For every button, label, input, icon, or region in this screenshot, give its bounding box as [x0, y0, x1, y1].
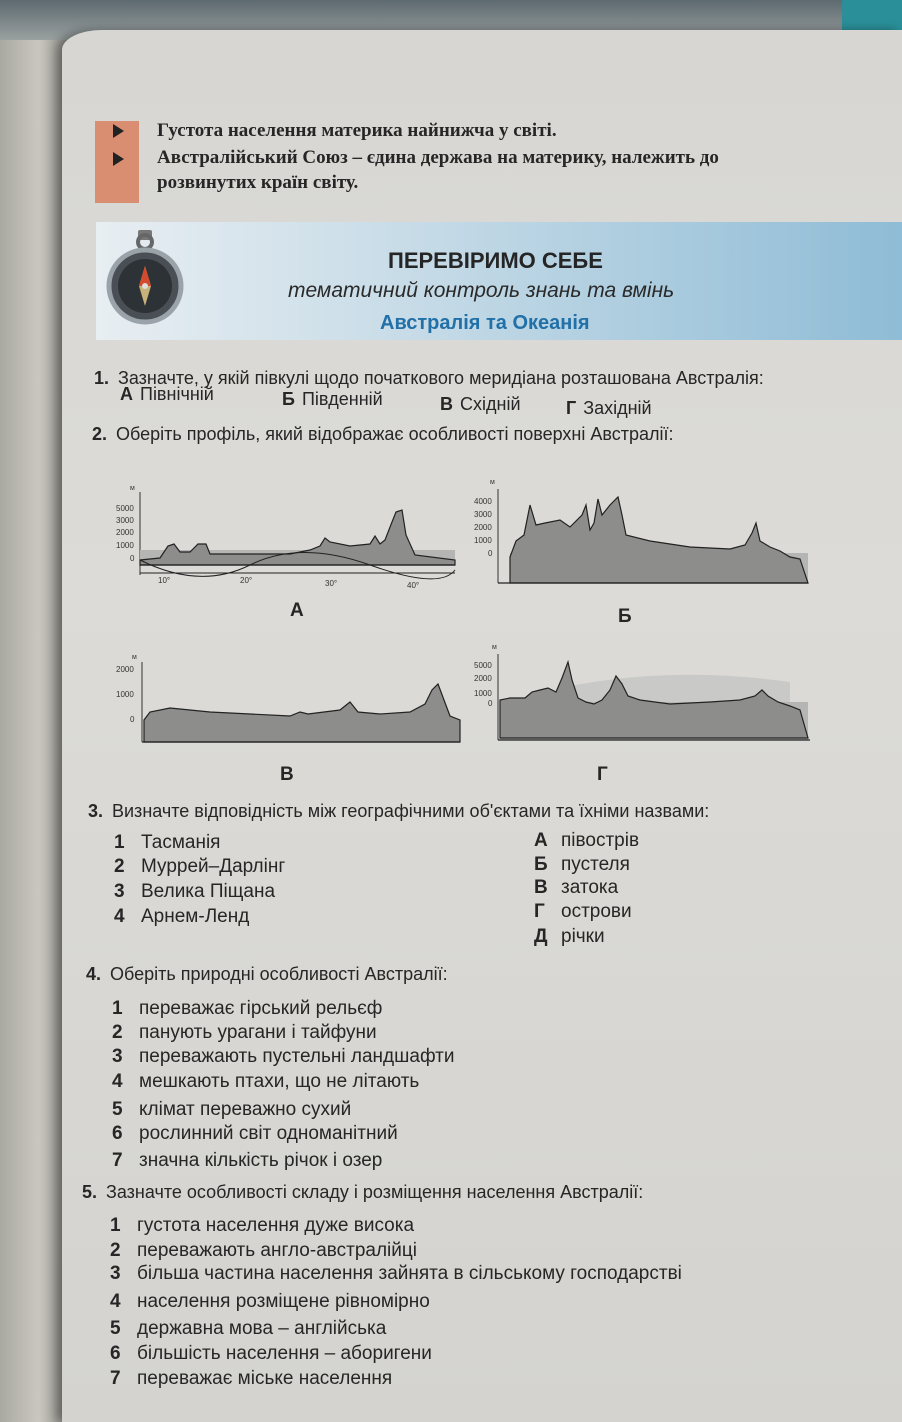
tick-label: 1000	[116, 541, 134, 550]
bullet-arrow-icon	[113, 124, 124, 138]
item-text: Муррей–Дарлінг	[141, 856, 286, 877]
q5-item[interactable]	[110, 1263, 682, 1285]
q1-option-a[interactable]	[120, 384, 214, 405]
item-text: переважає міське населення	[137, 1368, 393, 1389]
q4-item[interactable]	[112, 1099, 351, 1121]
item-text: державна мова – англійська	[137, 1318, 387, 1339]
q5-item[interactable]	[110, 1368, 392, 1390]
option-text: Східній	[460, 394, 521, 414]
item-number: 1	[114, 832, 125, 853]
q3-right-item	[534, 901, 632, 923]
axis-unit: м	[492, 644, 497, 651]
question-text: Визначте відповідність між географічними об'єктами та їхніми назвами:	[112, 801, 710, 821]
tick-label: 5000	[474, 661, 492, 670]
profile-c-chart	[110, 650, 465, 745]
tick-label: 0	[130, 715, 135, 724]
q4-item[interactable]	[112, 1046, 454, 1068]
item-number: 4	[112, 1071, 123, 1092]
q5-item[interactable]	[110, 1240, 417, 1262]
item-text: значна кількість річок і озер	[139, 1150, 383, 1171]
tick-label: 3000	[116, 516, 134, 525]
q3-right-item	[534, 926, 605, 948]
question-3	[88, 801, 709, 822]
option-text: Південній	[301, 389, 383, 409]
q4-item[interactable]	[112, 1123, 398, 1145]
item-number: 2	[110, 1240, 121, 1261]
item-letter: В	[534, 877, 548, 898]
tick-label: 1000	[474, 689, 492, 698]
item-text: острови	[561, 901, 632, 922]
item-text: Арнем-Ленд	[141, 906, 250, 927]
item-text: пустеля	[561, 854, 630, 875]
item-number: 3	[112, 1046, 123, 1067]
item-text: рослинний світ одноманітний	[139, 1123, 398, 1144]
item-number: 2	[114, 856, 125, 877]
question-2	[92, 424, 674, 445]
tick-label: 1000	[116, 690, 134, 699]
q5-item[interactable]	[110, 1343, 432, 1365]
question-number: 1.	[94, 368, 110, 388]
option-letter: Б	[282, 389, 295, 409]
item-number: 3	[110, 1263, 121, 1284]
item-text: затока	[561, 877, 619, 898]
profile-d-chart	[470, 640, 815, 750]
profile-d-label[interactable]: Г	[597, 764, 608, 785]
question-text: Зазначте особливості складу і розміщення населення Австралії:	[106, 1182, 644, 1202]
item-text: Тасманія	[141, 832, 221, 853]
item-number: 7	[112, 1150, 123, 1171]
question-number: 2.	[92, 424, 108, 444]
question-5	[82, 1182, 643, 1203]
bullet-arrow-icon	[113, 152, 124, 166]
x-tick-label: 30°	[325, 579, 338, 588]
relief-profile	[140, 510, 455, 565]
item-text: річки	[561, 926, 605, 947]
question-number: 5.	[82, 1182, 98, 1202]
bullet-text: розвинутих країн світу.	[157, 172, 359, 193]
tick-label: 2000	[474, 674, 492, 683]
banner-subtitle: тематичний контроль знань та вмінь	[288, 279, 675, 302]
q1-option-c[interactable]	[440, 394, 521, 415]
tick-label: 0	[488, 549, 493, 558]
item-text: більша частина населення зайнята в сільському господарстві	[137, 1263, 682, 1284]
profile-a-chart	[110, 480, 465, 590]
item-number: 3	[114, 881, 125, 902]
item-number: 4	[110, 1291, 121, 1312]
item-text: переважають англо-австралійці	[137, 1240, 417, 1261]
item-text: більшість населення – аборигени	[137, 1343, 432, 1364]
q5-item[interactable]	[110, 1291, 430, 1313]
profile-c-label[interactable]: В	[280, 764, 294, 785]
question-text: Оберіть профіль, який відображає особливості поверхні Австралії:	[116, 424, 674, 444]
q5-item[interactable]	[110, 1318, 386, 1340]
question-4	[86, 964, 448, 985]
q3-right-item	[534, 854, 630, 876]
q3-left-item	[114, 881, 275, 903]
x-tick-label: 40°	[407, 581, 420, 590]
q4-item[interactable]	[112, 1071, 419, 1093]
item-letter: Г	[534, 901, 545, 922]
option-text: Північній	[140, 384, 214, 404]
profile-b-label[interactable]: Б	[618, 606, 632, 627]
item-text: панують урагани і тайфуни	[139, 1022, 377, 1043]
x-tick-label: 10°	[158, 576, 171, 585]
item-text: клімат переважно сухий	[139, 1099, 352, 1120]
banner-title: ПЕРЕВІРИМО СЕБЕ	[388, 248, 603, 273]
tick-label: 2000	[116, 665, 134, 674]
q3-left-item	[114, 856, 285, 878]
item-number: 2	[112, 1022, 123, 1043]
option-letter: А	[120, 384, 133, 404]
item-number: 6	[110, 1343, 121, 1364]
x-tick-label: 20°	[240, 576, 253, 585]
question-number: 3.	[88, 801, 104, 821]
item-text: населення розміщене рівномірно	[137, 1291, 430, 1312]
q4-item[interactable]	[112, 998, 382, 1020]
item-text: Велика Піщана	[141, 881, 276, 902]
relief-profile	[510, 497, 808, 583]
q3-left-item	[114, 832, 220, 854]
bullet-text: Австралійський Союз – єдина держава на материку, належить до	[157, 147, 719, 168]
question-text: Зазначте, у якій півкулі щодо початкового меридіана розташована Австралія:	[118, 368, 764, 388]
item-number: 5	[112, 1099, 123, 1120]
profile-a-label[interactable]: А	[290, 600, 304, 621]
item-letter: Д	[534, 926, 548, 947]
item-letter: Б	[534, 854, 548, 875]
tick-label: 0	[130, 554, 135, 563]
tick-label: 3000	[474, 510, 492, 519]
axis-unit: м	[490, 479, 495, 486]
tick-label: 0	[488, 699, 493, 708]
question-text: Оберіть природні особливості Австралії:	[110, 964, 448, 984]
tick-label: 2000	[474, 523, 492, 532]
bullet-text: Густота населення материка найнижча у світі.	[157, 120, 557, 141]
tick-label: 2000	[116, 528, 134, 537]
item-letter: А	[534, 830, 548, 851]
item-text: переважають пустельні ландшафти	[139, 1046, 455, 1067]
stopwatch-icon	[105, 228, 185, 328]
item-number: 5	[110, 1318, 121, 1339]
tick-label: 4000	[474, 497, 492, 506]
item-number: 1	[110, 1215, 121, 1236]
banner-topic: Австралія та Океанія	[380, 312, 590, 334]
profile-b-chart	[470, 475, 815, 587]
item-number: 7	[110, 1368, 121, 1389]
q5-item[interactable]	[110, 1215, 414, 1237]
q4-item[interactable]	[112, 1150, 382, 1172]
item-text: переважає гірський рельєф	[139, 998, 383, 1019]
q3-right-item	[534, 877, 618, 899]
option-text: Західній	[583, 398, 652, 418]
item-number: 4	[114, 906, 125, 927]
q3-left-item	[114, 906, 249, 928]
tick-label: 5000	[116, 504, 134, 513]
option-letter: Г	[566, 398, 577, 418]
q4-item[interactable]	[112, 1022, 377, 1044]
item-number: 1	[112, 998, 123, 1019]
q1-option-b[interactable]	[282, 389, 383, 410]
item-text: мешкають птахи, що не літають	[139, 1071, 420, 1092]
tick-label: 1000	[474, 536, 492, 545]
item-number: 6	[112, 1123, 123, 1144]
left-page-edge	[0, 0, 70, 1422]
relief-profile	[144, 684, 460, 742]
q1-option-d[interactable]	[566, 398, 652, 419]
option-letter: В	[440, 394, 453, 414]
q3-right-item	[534, 830, 639, 852]
item-text: густота населення дуже висока	[137, 1215, 415, 1236]
axis-unit: м	[130, 485, 135, 492]
axis-unit: м	[132, 654, 137, 661]
question-number: 4.	[86, 964, 102, 984]
item-text: півострів	[561, 830, 640, 851]
